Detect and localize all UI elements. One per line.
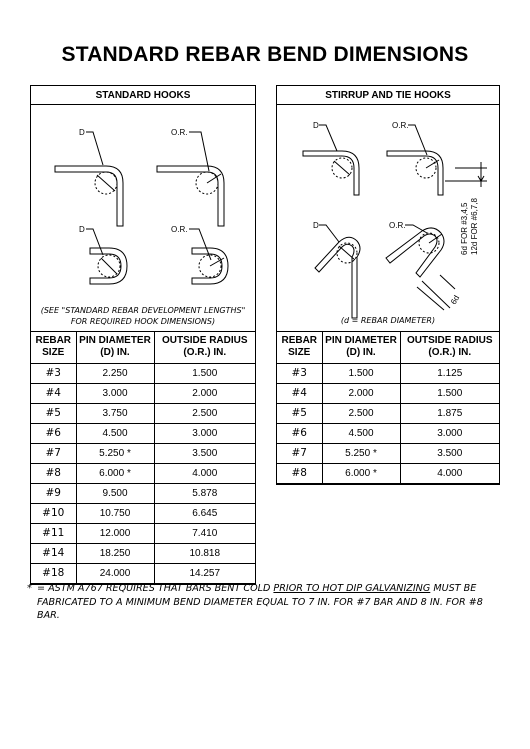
cell-rebar-size: #6 <box>277 423 322 443</box>
cell-outside-radius: 5.878 <box>154 483 255 503</box>
footnote-text-1: = ASTM A767 REQUIRES THAT BARS BENT COLD <box>37 583 274 594</box>
cell-rebar-size: #7 <box>31 443 76 463</box>
cell-outside-radius: 3.500 <box>154 443 255 463</box>
cell-pin-diameter: 3.750 <box>76 403 154 423</box>
cell-outside-radius: 1.875 <box>400 403 499 423</box>
table-row <box>31 563 255 583</box>
cell-outside-radius: 1.125 <box>400 363 499 383</box>
cell-pin-diameter: 3.000 <box>76 383 154 403</box>
cell-outside-radius: 2.500 <box>154 403 255 423</box>
cell-pin-diameter: 10.750 <box>76 503 154 523</box>
hook-180-d <box>86 229 127 284</box>
cell-outside-radius: 2.000 <box>154 383 255 403</box>
table-row <box>31 503 255 523</box>
table-row <box>31 403 255 423</box>
ext-label-6d: 6d FOR #3,4,5 <box>460 202 469 255</box>
label-d-2: D <box>79 225 85 234</box>
cell-rebar-size: #5 <box>277 403 322 423</box>
cell-outside-radius: 1.500 <box>400 383 499 403</box>
cell-outside-radius: 14.257 <box>154 563 255 583</box>
standard-hooks-table <box>31 332 255 584</box>
col-outside-radius: OUTSIDE RADIUS (O.R.) IN. <box>154 332 255 363</box>
cell-rebar-size: #3 <box>31 363 76 383</box>
cell-rebar-size: #8 <box>31 463 76 483</box>
cell-rebar-size: #11 <box>31 523 76 543</box>
cell-outside-radius: 6.645 <box>154 503 255 523</box>
cell-pin-diameter: 6.000 * <box>76 463 154 483</box>
cell-outside-radius: 3.000 <box>400 423 499 443</box>
cell-pin-diameter: 2.250 <box>76 363 154 383</box>
label-or-2: O.R. <box>171 225 188 234</box>
cell-pin-diameter: 6.000 * <box>322 463 400 483</box>
table-row <box>31 443 255 463</box>
footnote-underlined: PRIOR TO HOT DIP GALVANIZING <box>273 583 431 594</box>
cell-pin-diameter: 2.500 <box>322 403 400 423</box>
table-row <box>31 543 255 563</box>
cell-pin-diameter: 24.000 <box>76 563 154 583</box>
cell-rebar-size: #6 <box>31 423 76 443</box>
cell-outside-radius: 4.000 <box>400 463 499 483</box>
stirrup-tie-table <box>277 332 499 484</box>
cell-pin-diameter: 18.250 <box>76 543 154 563</box>
cell-pin-diameter: 12.000 <box>76 523 154 543</box>
col-rebar-size: REBAR SIZE <box>277 332 322 363</box>
ext-label-tie-6d: 6d <box>448 293 462 306</box>
label-or-4: O.R. <box>389 221 406 230</box>
cell-rebar-size: #14 <box>31 543 76 563</box>
label-d-3: D <box>313 121 319 130</box>
cell-outside-radius: 3.500 <box>400 443 499 463</box>
stirrup-tie-drawing <box>277 105 499 332</box>
tie-hook-135-or <box>386 225 455 310</box>
stirrup-tie-hooks-panel <box>276 85 500 485</box>
col-pin-diameter: PIN DIAMETER (D) IN. <box>76 332 154 363</box>
cell-rebar-size: #5 <box>31 403 76 423</box>
cell-rebar-size: #4 <box>277 383 322 403</box>
cell-pin-diameter: 9.500 <box>76 483 154 503</box>
stirrup-hook-90-or <box>387 125 487 195</box>
cell-outside-radius: 7.410 <box>154 523 255 543</box>
hook-90-or <box>157 132 224 226</box>
label-d-1: D <box>79 128 85 137</box>
label-d-4: D <box>313 221 319 230</box>
cell-outside-radius: 1.500 <box>154 363 255 383</box>
stirrup-hook-90-d <box>303 125 359 195</box>
ext-label-12d: 12d FOR #6,7,8 <box>470 198 479 255</box>
cell-rebar-size: #3 <box>277 363 322 383</box>
table-row <box>31 483 255 503</box>
cell-pin-diameter: 5.250 * <box>322 443 400 463</box>
table-row <box>31 463 255 483</box>
table-row <box>31 363 255 383</box>
table-row <box>31 523 255 543</box>
stirrup-tie-hooks-heading: STIRRUP AND TIE HOOKS <box>277 86 499 105</box>
standard-hooks-figure <box>31 105 255 332</box>
table-row <box>277 463 499 483</box>
stirrup-tie-figure <box>277 105 499 332</box>
cell-rebar-size: #10 <box>31 503 76 523</box>
cell-rebar-size: #18 <box>31 563 76 583</box>
standard-hooks-drawing <box>31 105 255 332</box>
tie-hook-135-d <box>315 225 360 318</box>
footnote-star: * <box>27 583 32 594</box>
col-rebar-size: REBAR SIZE <box>31 332 76 363</box>
cell-rebar-size: #9 <box>31 483 76 503</box>
cell-pin-diameter: 4.500 <box>322 423 400 443</box>
cell-pin-diameter: 2.000 <box>322 383 400 403</box>
cell-pin-diameter: 5.250 * <box>76 443 154 463</box>
cell-rebar-size: #4 <box>31 383 76 403</box>
cell-rebar-size: #8 <box>277 463 322 483</box>
hook-180-or <box>189 229 228 284</box>
table-row <box>277 443 499 463</box>
col-outside-radius: OUTSIDE RADIUS (O.R.) IN. <box>400 332 499 363</box>
cell-pin-diameter: 1.500 <box>322 363 400 383</box>
table-row <box>277 423 499 443</box>
cell-pin-diameter: 4.500 <box>76 423 154 443</box>
hook-90-d <box>55 132 123 226</box>
cell-outside-radius: 4.000 <box>154 463 255 483</box>
table-row <box>31 383 255 403</box>
hooks-caption-line1: (SEE "STANDARD REBAR DEVELOPMENT LENGTHS" <box>40 306 246 315</box>
table-row <box>277 383 499 403</box>
table-row <box>31 423 255 443</box>
cell-outside-radius: 10.818 <box>154 543 255 563</box>
cell-rebar-size: #7 <box>277 443 322 463</box>
cell-outside-radius: 3.000 <box>154 423 255 443</box>
footnote-text-2: MUST BE FABRICATED TO A MINIMUM BEND DIAMETER EQUAL TO 7 IN. FOR #7 BAR AND 8 IN. FOR #8 BAR. <box>37 583 483 621</box>
table-row <box>277 363 499 383</box>
stirrup-caption: (d = REBAR DIAMETER) <box>340 316 436 325</box>
standard-hooks-heading: STANDARD HOOKS <box>31 86 255 105</box>
table-row <box>277 403 499 423</box>
hooks-caption-line2: FOR REQUIRED HOOK DIMENSIONS) <box>70 317 216 326</box>
standard-hooks-panel <box>30 85 256 585</box>
page-title: STANDARD REBAR BEND DIMENSIONS <box>61 43 469 66</box>
label-or-1: O.R. <box>171 128 188 137</box>
footnote <box>27 582 497 623</box>
col-pin-diameter: PIN DIAMETER (D) IN. <box>322 332 400 363</box>
label-or-3: O.R. <box>392 121 409 130</box>
